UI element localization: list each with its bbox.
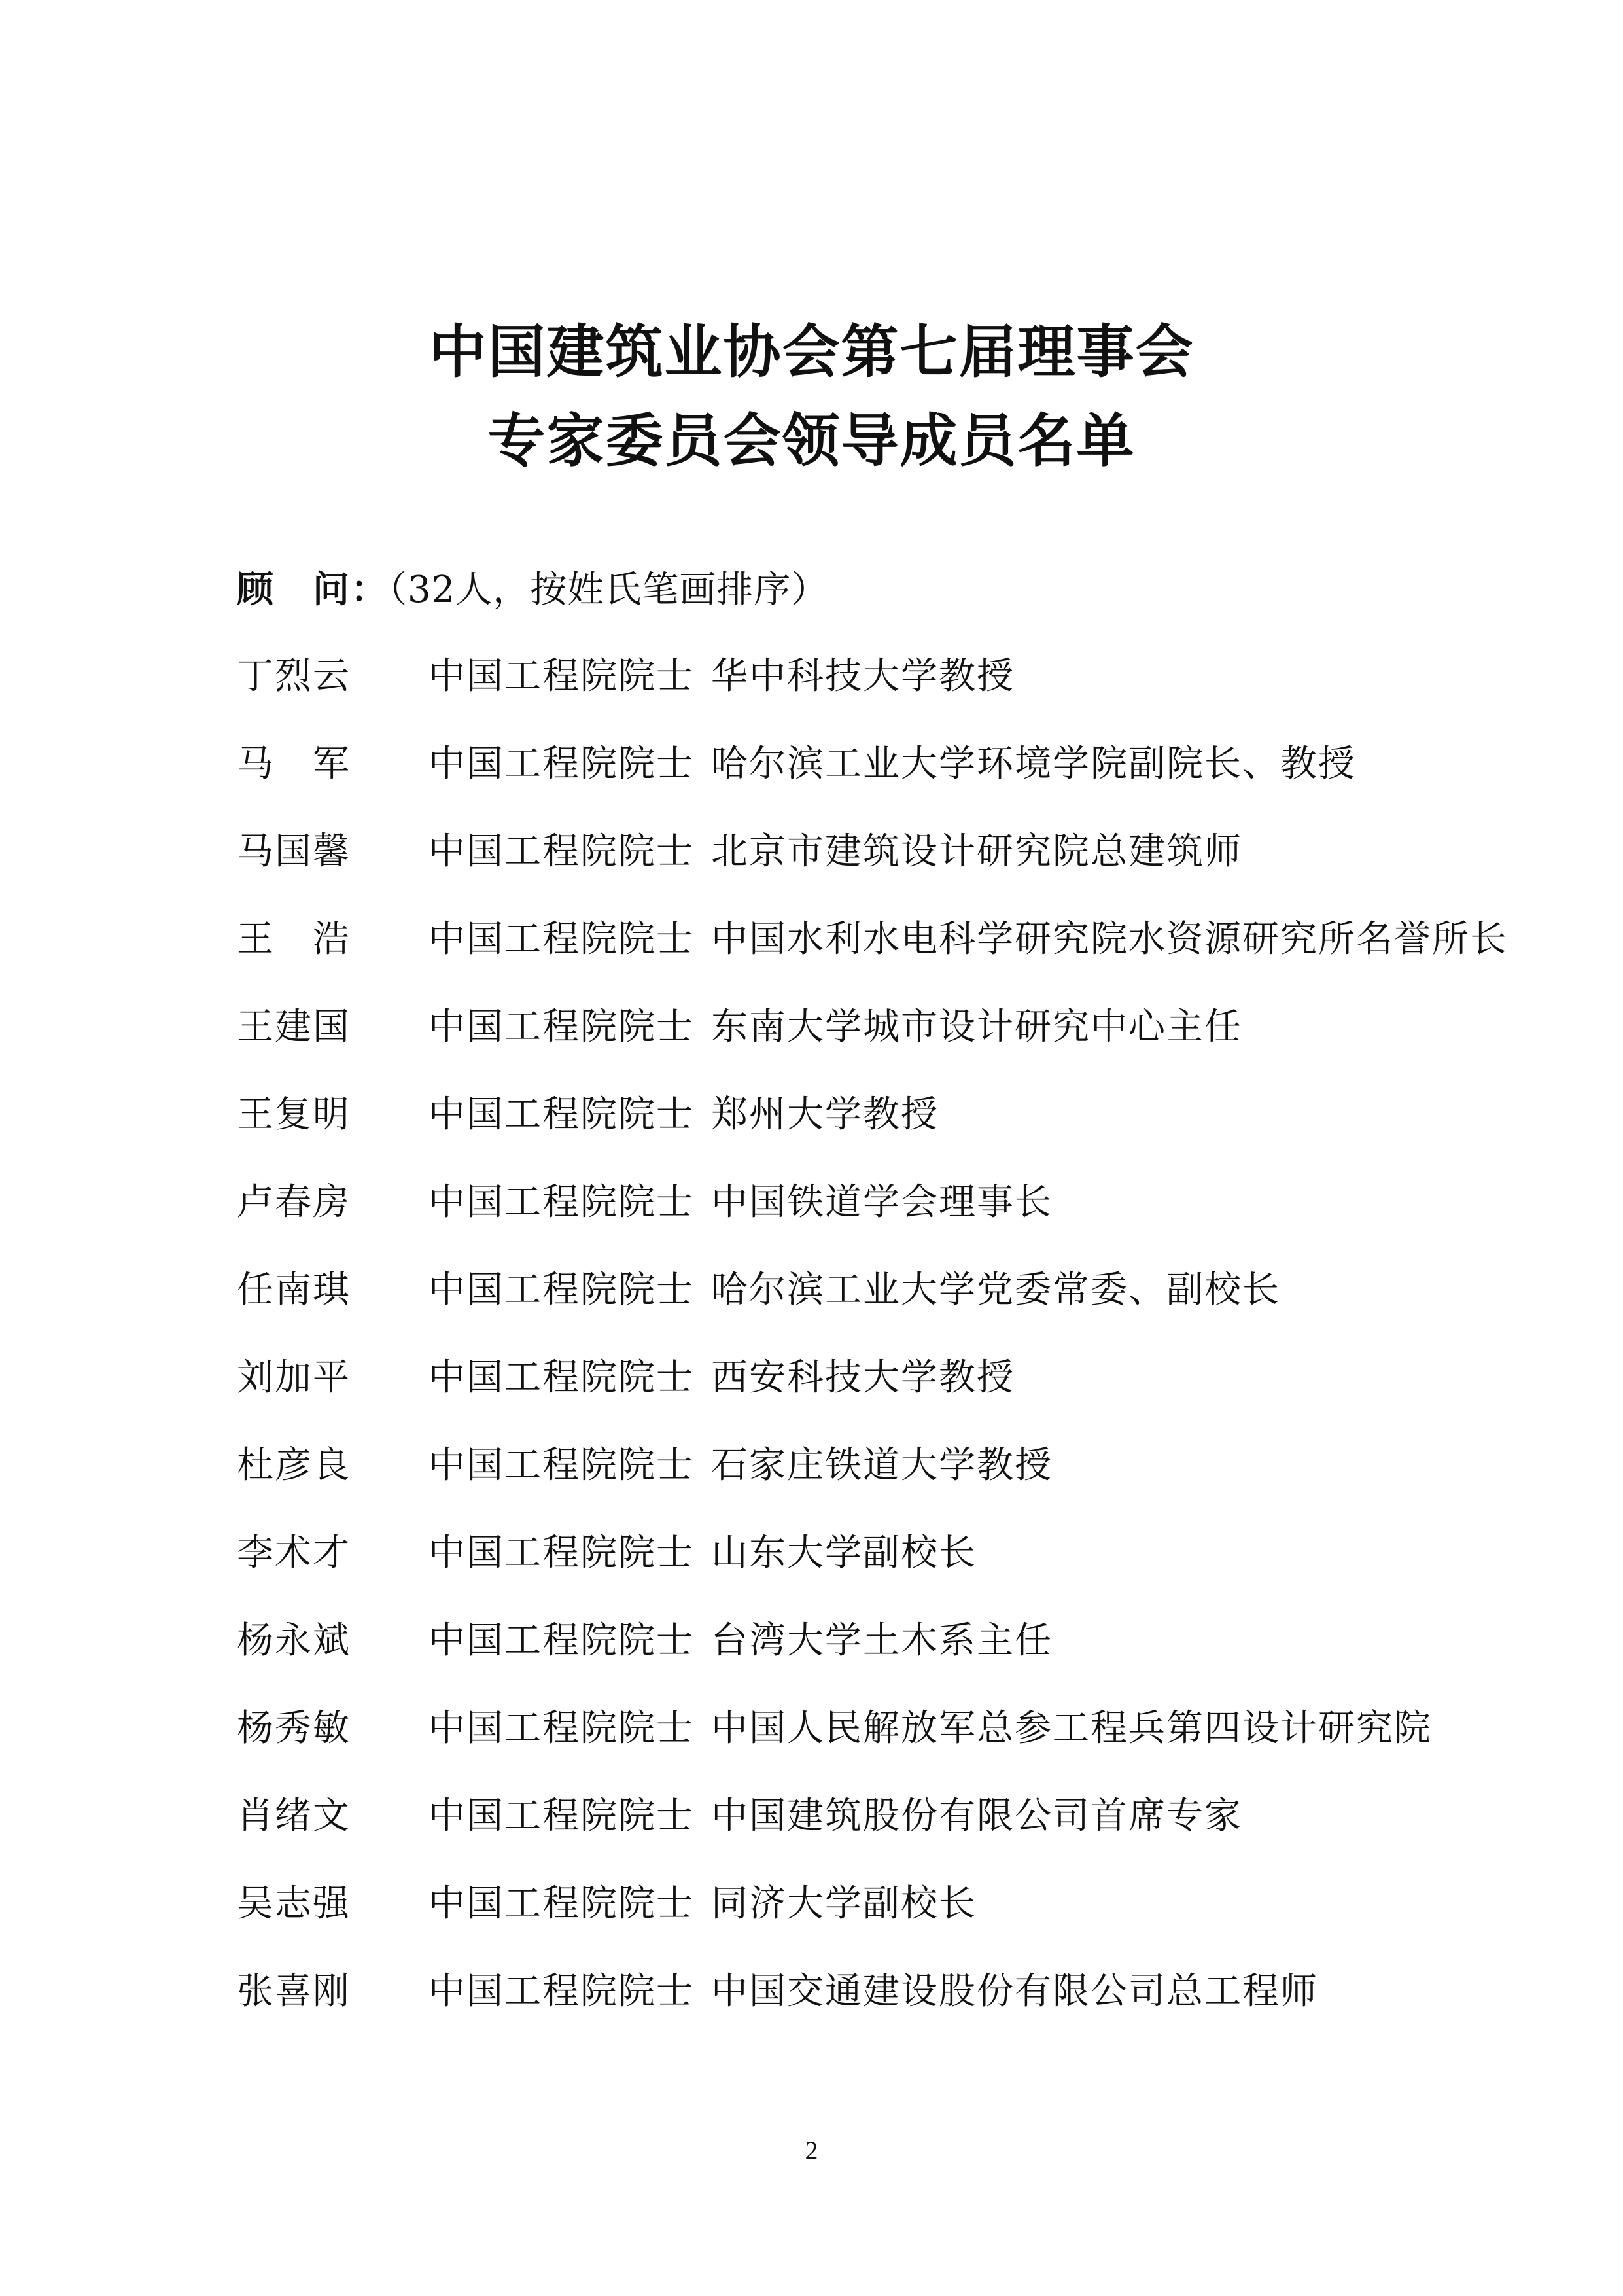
member-honor: 中国工程院院士 — [428, 1795, 694, 1837]
member-honor: 中国工程院院士 — [428, 1882, 694, 1925]
member-name: 张喜刚 — [237, 1970, 351, 2013]
member-affiliation: 中国铁道学会理事长 — [711, 1181, 1053, 1224]
member-honor: 中国工程院院士 — [428, 1181, 694, 1224]
member-name: 马国馨 — [237, 830, 351, 873]
member-honor: 中国工程院院士 — [428, 1619, 694, 1662]
advisors-heading — [237, 564, 828, 616]
list-item — [237, 1790, 1512, 1878]
member-affiliation: 东南大学城市设计研究中心主任 — [711, 1006, 1242, 1048]
member-affiliation: 哈尔滨工业大学环境学院副院长、教授 — [711, 743, 1356, 785]
member-name: 杨永斌 — [237, 1619, 351, 1662]
member-affiliation: 哈尔滨工业大学党委常委、副校长 — [711, 1269, 1280, 1311]
member-honor: 中国工程院院士 — [428, 1006, 694, 1048]
member-name: 王复明 — [237, 1093, 351, 1136]
list-item — [237, 1264, 1512, 1352]
member-affiliation: 北京市建筑设计研究院总建筑师 — [711, 830, 1242, 873]
list-item — [237, 1527, 1512, 1615]
list-item — [237, 1703, 1512, 1790]
member-affiliation: 中国人民解放军总参工程兵第四设计研究院 — [711, 1707, 1432, 1750]
member-honor: 中国工程院院士 — [428, 1970, 694, 2013]
member-name: 肖绪文 — [237, 1795, 351, 1837]
list-item — [237, 826, 1512, 913]
member-honor: 中国工程院院士 — [428, 1093, 694, 1136]
member-name: 吴志强 — [237, 1882, 351, 1925]
member-honor: 中国工程院院士 — [428, 1532, 694, 1574]
member-honor: 中国工程院院士 — [428, 1269, 694, 1311]
member-name: 杨秀敏 — [237, 1707, 351, 1750]
member-affiliation: 华中科技大学教授 — [711, 655, 1015, 698]
member-honor: 中国工程院院士 — [428, 743, 694, 785]
member-honor: 中国工程院院士 — [428, 830, 694, 873]
member-affiliation: 同济大学副校长 — [711, 1882, 977, 1925]
list-item — [237, 738, 1512, 826]
member-name: 李术才 — [237, 1532, 351, 1574]
member-name: 王 浩 — [237, 918, 351, 961]
member-affiliation: 郑州大学教授 — [711, 1093, 939, 1136]
advisors-note: （32人，按姓氏笔画排序） — [389, 569, 829, 611]
document-title — [0, 308, 1623, 486]
member-honor: 中国工程院院士 — [428, 655, 694, 698]
member-affiliation: 中国建筑股份有限公司首席专家 — [711, 1795, 1242, 1837]
list-item — [237, 1176, 1512, 1264]
member-name: 杜彦良 — [237, 1444, 351, 1487]
member-name: 马 军 — [237, 743, 351, 785]
member-affiliation: 西安科技大学教授 — [711, 1356, 1015, 1399]
member-name: 刘加平 — [237, 1356, 351, 1399]
page-number: 2 — [805, 2136, 818, 2165]
title-line-2: 专家委员会领导成员名单 — [487, 407, 1136, 474]
member-affiliation: 中国水利水电科学研究院水资源研究所名誉所长 — [711, 918, 1508, 961]
list-item — [237, 913, 1512, 1001]
member-honor: 中国工程院院士 — [428, 918, 694, 961]
list-item — [237, 1001, 1512, 1089]
list-item — [237, 1878, 1512, 1966]
list-item — [237, 1352, 1512, 1439]
list-item — [237, 1615, 1512, 1703]
list-item — [237, 650, 1512, 738]
member-honor: 中国工程院院士 — [428, 1707, 694, 1750]
member-name: 任南琪 — [237, 1269, 351, 1311]
list-item — [237, 1089, 1512, 1176]
member-honor: 中国工程院院士 — [428, 1356, 694, 1399]
title-line-1: 中国建筑业协会第七届理事会 — [428, 318, 1195, 385]
list-item — [237, 1966, 1512, 2053]
list-item — [237, 1439, 1512, 1527]
member-honor: 中国工程院院士 — [428, 1444, 694, 1487]
member-affiliation: 台湾大学土木系主任 — [711, 1619, 1053, 1662]
member-name: 王建国 — [237, 1006, 351, 1048]
member-affiliation: 石家庄铁道大学教授 — [711, 1444, 1053, 1487]
member-affiliation: 中国交通建设股份有限公司总工程师 — [711, 1970, 1318, 2013]
advisors-label: 顾 问： — [237, 569, 389, 611]
member-name: 丁烈云 — [237, 655, 351, 698]
member-affiliation: 山东大学副校长 — [711, 1532, 977, 1574]
member-name: 卢春房 — [237, 1181, 351, 1224]
advisor-list — [237, 650, 1512, 2053]
